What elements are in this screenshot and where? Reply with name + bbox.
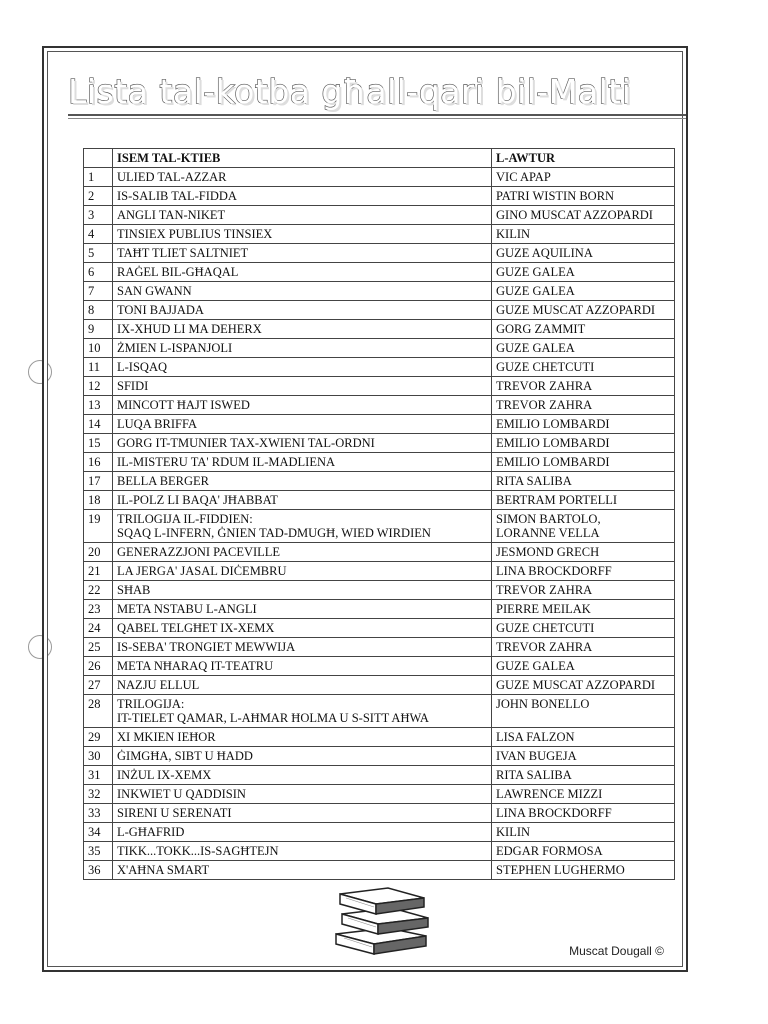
book-title-cell (113, 510, 492, 543)
author-cell (492, 358, 675, 377)
book-title-cell (113, 206, 492, 225)
header-number (84, 149, 113, 168)
book-title-cell (113, 766, 492, 785)
book-title: IX-XHUD LI MA DEHERX (117, 322, 262, 336)
author-name: LAWRENCE MIZZI (496, 787, 603, 801)
title-underline-thin (68, 118, 686, 119)
author-cell (492, 804, 675, 823)
row-number: 21 (84, 562, 113, 581)
author-name: GUZE CHETCUTI (496, 621, 595, 635)
book-title: TAĦT TLIET SALTNIET (117, 246, 249, 260)
book-title: MINCOTT ĦAJT ISWED (117, 398, 250, 412)
table-row (84, 510, 675, 543)
stack-of-books-icon (326, 884, 436, 956)
table-row (84, 638, 675, 657)
author-name: STEPHEN LUGHERMO (496, 863, 625, 877)
book-title-cell (113, 785, 492, 804)
book-title-cell (113, 415, 492, 434)
row-number: 34 (84, 823, 113, 842)
row-number: 17 (84, 472, 113, 491)
table-row (84, 619, 675, 638)
author-cell (492, 206, 675, 225)
table-row (84, 263, 675, 282)
author-name: TREVOR ZAHRA (496, 398, 593, 412)
table-row (84, 562, 675, 581)
table-row (84, 453, 675, 472)
author-name: JOHN BONELLO (496, 697, 590, 711)
book-title-cell (113, 434, 492, 453)
row-number: 5 (84, 244, 113, 263)
author-cell (492, 728, 675, 747)
author-name: KILIN (496, 227, 531, 241)
book-title: GORG IT-TMUNIER TAX-XWIENI TAL-ORDNI (117, 436, 375, 450)
book-title: X'AĦNA SMART (117, 863, 210, 877)
row-number: 16 (84, 453, 113, 472)
table-row (84, 434, 675, 453)
table-row (84, 657, 675, 676)
row-number: 35 (84, 842, 113, 861)
author-name: PIERRE MEILAK (496, 602, 591, 616)
book-title: GENERAZZJONI PACEVILLE (117, 545, 281, 559)
author-cell (492, 562, 675, 581)
author-name: GUZE CHETCUTI (496, 360, 595, 374)
row-number: 22 (84, 581, 113, 600)
table-row (84, 396, 675, 415)
book-title: SĦAB (117, 583, 151, 597)
author-cell (492, 339, 675, 358)
table-row (84, 785, 675, 804)
author-cell (492, 263, 675, 282)
table-row (84, 206, 675, 225)
author-name: JESMOND GRECH (496, 545, 600, 559)
row-number: 25 (84, 638, 113, 657)
book-title: ŻMIEN L-ISPANJOLI (117, 341, 233, 355)
author-name: EDGAR FORMOSA (496, 844, 603, 858)
book-title-cell (113, 396, 492, 415)
book-title: ANGLI TAN-NIKET (117, 208, 226, 222)
author-cell (492, 766, 675, 785)
table-row (84, 842, 675, 861)
book-title: TONI BAJJADA (117, 303, 204, 317)
book-title: QABEL TELGĦET IX-XEMX (117, 621, 275, 635)
table-row (84, 168, 675, 187)
table-row (84, 695, 675, 728)
book-title-cell (113, 638, 492, 657)
row-number: 4 (84, 225, 113, 244)
book-title-cell (113, 301, 492, 320)
book-title-cell (113, 842, 492, 861)
author-name: SIMON BARTOLO, (496, 512, 601, 526)
book-title-cell (113, 472, 492, 491)
author-name: LINA BROCKDORFF (496, 564, 612, 578)
author-name: GUZE GALEA (496, 265, 575, 279)
author-name: LISA FALZON (496, 730, 575, 744)
author-cell (492, 823, 675, 842)
header-author: L-AWTUR (492, 149, 675, 168)
row-number: 26 (84, 657, 113, 676)
book-title-cell (113, 225, 492, 244)
author-cell (492, 491, 675, 510)
book-title: INŻUL IX-XEMX (117, 768, 212, 782)
author-cell (492, 320, 675, 339)
author-cell (492, 842, 675, 861)
row-number: 6 (84, 263, 113, 282)
table-header-row (84, 149, 675, 168)
title-underline (68, 114, 686, 116)
book-title-cell (113, 453, 492, 472)
book-title-cell (113, 263, 492, 282)
book-title-cell (113, 676, 492, 695)
book-title: SFIDI (117, 379, 149, 393)
table-row (84, 301, 675, 320)
author-name: PATRI WISTIN BORN (496, 189, 615, 203)
table-row (84, 187, 675, 206)
table-row (84, 225, 675, 244)
book-title-cell (113, 562, 492, 581)
author-name: VIC APAP (496, 170, 551, 184)
row-number: 13 (84, 396, 113, 415)
table-row (84, 377, 675, 396)
author-cell (492, 472, 675, 491)
row-number: 14 (84, 415, 113, 434)
author-cell (492, 377, 675, 396)
row-number: 9 (84, 320, 113, 339)
table-row (84, 861, 675, 880)
table-row (84, 581, 675, 600)
table-row (84, 766, 675, 785)
author-cell (492, 453, 675, 472)
book-title-cell (113, 320, 492, 339)
book-title: TINSIEX PUBLIUS TINSIEX (117, 227, 273, 241)
author-name: RITA SALIBA (496, 768, 572, 782)
book-title: ĠIMGĦA, SIBT U ĦADD (117, 749, 253, 763)
author-cell (492, 785, 675, 804)
row-number: 1 (84, 168, 113, 187)
book-title-cell (113, 695, 492, 728)
book-title: META NSTABU L-ANGLI (117, 602, 257, 616)
row-number: 11 (84, 358, 113, 377)
book-title: ULIED TAL-AZZAR (117, 170, 227, 184)
row-number: 19 (84, 510, 113, 543)
row-number: 32 (84, 785, 113, 804)
table-row (84, 282, 675, 301)
book-title: L-ISQAQ (117, 360, 167, 374)
book-title-cell (113, 339, 492, 358)
author-name: GUZE GALEA (496, 341, 575, 355)
row-number: 30 (84, 747, 113, 766)
author-cell (492, 657, 675, 676)
row-number: 33 (84, 804, 113, 823)
book-title: SIRENI U SERENATI (117, 806, 232, 820)
book-title: IS-SALIB TAL-FIDDA (117, 189, 237, 203)
book-title: TRILOGIJA IL-FIDDIEN: (117, 512, 253, 526)
author-name: GUZE GALEA (496, 659, 575, 673)
author-name: RITA SALIBA (496, 474, 572, 488)
author-name-line-2: LORANNE VELLA (496, 526, 600, 540)
author-name: IVAN BUGEJA (496, 749, 577, 763)
book-title-cell (113, 244, 492, 263)
book-title-cell (113, 358, 492, 377)
table-row (84, 320, 675, 339)
table-row (84, 728, 675, 747)
book-title: IL-POLZ LI BAQA' JĦABBAT (117, 493, 278, 507)
author-cell (492, 225, 675, 244)
author-cell (492, 244, 675, 263)
author-cell (492, 510, 675, 543)
author-cell (492, 187, 675, 206)
row-number: 10 (84, 339, 113, 358)
row-number: 31 (84, 766, 113, 785)
author-name: TREVOR ZAHRA (496, 640, 593, 654)
author-name: LINA BROCKDORFF (496, 806, 612, 820)
book-title: NAZJU ELLUL (117, 678, 200, 692)
book-title: SAN GWANN (117, 284, 192, 298)
author-name: EMILIO LOMBARDI (496, 436, 610, 450)
row-number: 28 (84, 695, 113, 728)
author-cell (492, 600, 675, 619)
table-row (84, 472, 675, 491)
book-title: INKWIET U QADDISIN (117, 787, 246, 801)
book-title: TIKK...TOKK...IS-SAGĦTEJN (117, 844, 279, 858)
author-cell (492, 861, 675, 880)
row-number: 2 (84, 187, 113, 206)
table-row (84, 804, 675, 823)
table-row (84, 244, 675, 263)
author-cell (492, 695, 675, 728)
row-number: 15 (84, 434, 113, 453)
author-cell (492, 676, 675, 695)
author-name: KILIN (496, 825, 531, 839)
book-title-cell (113, 187, 492, 206)
row-number: 29 (84, 728, 113, 747)
table-row (84, 747, 675, 766)
author-cell (492, 301, 675, 320)
author-cell (492, 638, 675, 657)
row-number: 23 (84, 600, 113, 619)
row-number: 20 (84, 543, 113, 562)
row-number: 18 (84, 491, 113, 510)
author-cell (492, 619, 675, 638)
table-row (84, 600, 675, 619)
row-number: 7 (84, 282, 113, 301)
table-row (84, 676, 675, 695)
table-body (84, 168, 675, 880)
book-title: IL-MISTERU TA' RDUM IL-MADLIENA (117, 455, 336, 469)
book-title: TRILOGIJA: (117, 697, 185, 711)
table-row (84, 339, 675, 358)
author-cell (492, 747, 675, 766)
author-name: EMILIO LOMBARDI (496, 455, 610, 469)
book-title-cell (113, 861, 492, 880)
book-title-cell (113, 543, 492, 562)
book-title: L-GĦAFRID (117, 825, 185, 839)
book-title-cell (113, 619, 492, 638)
author-cell (492, 434, 675, 453)
copyright-text: Muscat Dougall © (569, 944, 664, 958)
book-title-cell (113, 657, 492, 676)
author-cell (492, 543, 675, 562)
page-title: Lista tal-kotba għall-qari bil-Malti (68, 72, 632, 111)
book-title-cell (113, 823, 492, 842)
book-title-cell (113, 377, 492, 396)
table-row (84, 823, 675, 842)
book-title-cell (113, 747, 492, 766)
book-title: XI MKIEN IEĦOR (117, 730, 216, 744)
author-name: TREVOR ZAHRA (496, 583, 593, 597)
author-name: GUZE GALEA (496, 284, 575, 298)
author-name: GUZE MUSCAT AZZOPARDI (496, 303, 656, 317)
book-title: BELLA BERGER (117, 474, 210, 488)
book-title-cell (113, 491, 492, 510)
author-name: BERTRAM PORTELLI (496, 493, 618, 507)
table-row (84, 415, 675, 434)
book-title: LA JERGA' JASAL DIĊEMBRU (117, 564, 287, 578)
row-number: 3 (84, 206, 113, 225)
row-number: 12 (84, 377, 113, 396)
book-title: META NĦARAQ IT-TEATRU (117, 659, 274, 673)
header-title: ISEM TAL-KTIEB (113, 149, 492, 168)
book-title-line-2: IT-TIELET QAMAR, L-AĦMAR ĦOLMA U S-SITT AĦWA (117, 711, 429, 725)
book-title-cell (113, 282, 492, 301)
author-name: GUZE MUSCAT AZZOPARDI (496, 678, 656, 692)
author-cell (492, 168, 675, 187)
table-row (84, 543, 675, 562)
table-row (84, 491, 675, 510)
author-cell (492, 581, 675, 600)
author-name: GINO MUSCAT AZZOPARDI (496, 208, 653, 222)
row-number: 24 (84, 619, 113, 638)
book-list-table (83, 148, 675, 880)
book-title: LUQA BRIFFA (117, 417, 197, 431)
table-row (84, 358, 675, 377)
book-title-cell (113, 804, 492, 823)
book-title: IS-SEBA' TRONGIET MEWWIJA (117, 640, 296, 654)
book-title: RAĠEL BIL-GĦAQAL (117, 265, 239, 279)
book-title-cell (113, 728, 492, 747)
book-title-cell (113, 581, 492, 600)
book-title-line-2: SQAQ L-INFERN, ĠNIEN TAD-DMUGĦ, WIED WIRDIEN (117, 526, 431, 540)
author-cell (492, 396, 675, 415)
row-number: 36 (84, 861, 113, 880)
author-name: EMILIO LOMBARDI (496, 417, 610, 431)
author-cell (492, 415, 675, 434)
book-title-cell (113, 600, 492, 619)
row-number: 8 (84, 301, 113, 320)
row-number: 27 (84, 676, 113, 695)
book-title-cell (113, 168, 492, 187)
author-cell (492, 282, 675, 301)
author-name: GUZE AQUILINA (496, 246, 593, 260)
author-name: GORG ZAMMIT (496, 322, 586, 336)
author-name: TREVOR ZAHRA (496, 379, 593, 393)
